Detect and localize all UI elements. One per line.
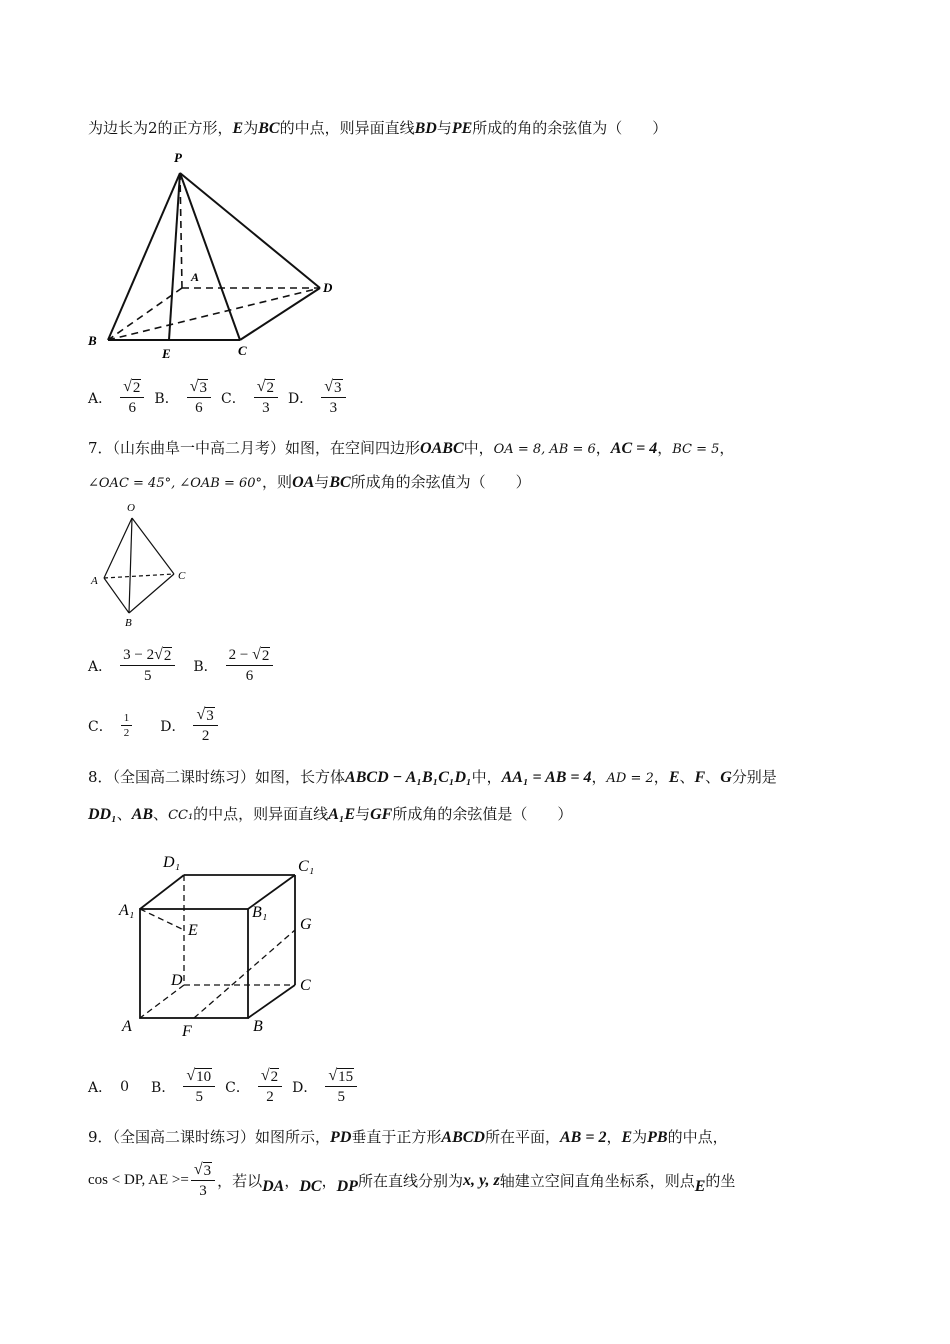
- edge-a1d1: [140, 875, 184, 909]
- q8-stem-line1: 8．（全国高二课时练习）如图，长方体ABCD − A₁B₁C₁D₁中，AA₁ = AB = 4，AD = 2，E、F、G分别是: [88, 768, 777, 786]
- q6-option-b[interactable]: B． √ 3 6: [154, 377, 211, 418]
- q9-stem-line1: 9．（全国高二课时练习）如图所示，PD垂直于正方形ABCD所在平面，AB = 2，E为PB的中点，: [88, 1128, 728, 1146]
- label-e: E: [188, 922, 198, 939]
- edge-cb: [129, 574, 174, 613]
- cos-expression: cos < DP, AE >=: [88, 1172, 189, 1188]
- label-a1: A₁: [119, 902, 135, 919]
- edge-ob: [129, 518, 132, 613]
- q7-option-b[interactable]: B． 2 − √ 2 6: [193, 645, 273, 686]
- edge-pb: [108, 173, 180, 340]
- label-c1: C₁: [298, 858, 315, 875]
- q7-option-c[interactable]: C． $\frac{1}{2}$: [88, 711, 132, 740]
- q6-pyramid-figure: [80, 145, 350, 370]
- label-b: B: [253, 1018, 263, 1035]
- edge-bc: [248, 985, 295, 1018]
- label-d: D: [323, 280, 333, 295]
- q8-option-a[interactable]: A． 0: [88, 1078, 130, 1096]
- label-a: A: [191, 270, 200, 284]
- label-a: A: [122, 1018, 132, 1035]
- edge-bd-hidden: [108, 288, 320, 340]
- edge-da-hidden: [140, 985, 184, 1018]
- q7-tetrahedron-figure: [82, 498, 202, 628]
- q6-option-d[interactable]: D． √ 3 3: [288, 377, 346, 418]
- label-d: D: [171, 972, 183, 989]
- q6-option-c[interactable]: C． √ 2 3: [221, 377, 278, 418]
- label-p: P: [174, 150, 182, 165]
- q6-option-a[interactable]: A． √ 2 6: [88, 377, 144, 418]
- label-f: F: [182, 1023, 192, 1040]
- q8-option-c[interactable]: C． √ 2 2: [225, 1066, 282, 1107]
- q9-stem-line2: cos < DP, AE >= √ 3 3 ，若以 DA ， DC ， DP 所在直线分别为 x, y, z 轴建立空间直角坐标系，则点 E 的坐: [88, 1161, 736, 1199]
- label-b: B: [125, 617, 132, 628]
- edge-pa-hidden: [180, 173, 182, 288]
- q8-options: [88, 1066, 367, 1107]
- edge-ac-hidden: [104, 574, 174, 578]
- q6-stem: 为边长为2的正方形，E为BC的中点，则异面直线BD与PE所成的角的余弦值为（ ）: [88, 119, 668, 137]
- edge-cd: [240, 288, 320, 340]
- q8-option-d[interactable]: D． √ 15 5: [292, 1066, 357, 1107]
- q7-option-d[interactable]: D． √ 3 2: [160, 705, 218, 746]
- q7-options-row2: [88, 705, 228, 746]
- q6-options: [88, 377, 356, 418]
- edge-oa: [104, 518, 132, 578]
- label-e: E: [162, 346, 171, 361]
- segment-a1e: [140, 909, 184, 930]
- label-c: C: [238, 343, 247, 358]
- edge-ab: [104, 578, 129, 613]
- q7-option-a[interactable]: A． 3 − 2 √ 2 5: [88, 645, 175, 686]
- q7-options-row1: [88, 645, 283, 686]
- label-b: B: [88, 333, 97, 348]
- q7-stem-line1: 7．（山东曲阜一中高二月考）如图，在空间四边形OABC中，OA = 8, AB = 6，AC = 4，BC = 5，: [88, 439, 735, 457]
- q8-option-b[interactable]: B． √ 10 5: [151, 1066, 215, 1107]
- label-c: C: [300, 977, 311, 994]
- label-b1: B₁: [252, 904, 268, 921]
- label-g: G: [300, 916, 312, 933]
- q7-stem-line2: ∠OAC = 45°, ∠OAB = 60°，则OA与BC所成角的余弦值为（ ）: [88, 473, 531, 491]
- label-d1: D₁: [163, 854, 181, 871]
- label-o: O: [127, 502, 135, 514]
- label-a: A: [91, 575, 98, 587]
- edge-pe: [169, 173, 180, 340]
- segment-fg: [194, 930, 295, 1018]
- q8-stem-line2: DD₁、AB、CC₁的中点，则异面直线A₁E与GF所成角的余弦值是（ ）: [88, 805, 573, 823]
- q8-cuboid-figure: [115, 845, 340, 1040]
- edge-oc: [132, 518, 174, 574]
- label-c: C: [178, 570, 186, 582]
